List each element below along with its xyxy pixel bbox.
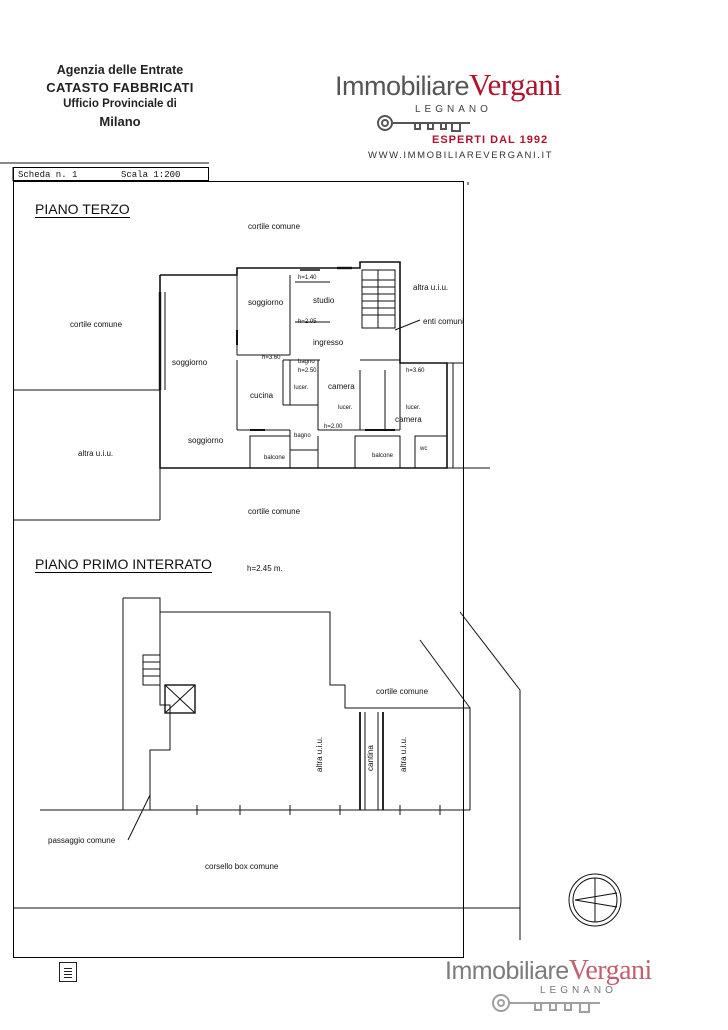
room-wc: wc [420, 446, 428, 452]
brand-logo-bottom [445, 955, 652, 987]
brand-bottom-part2: Vergani [568, 955, 652, 986]
height-200: h=2.00 [324, 424, 343, 430]
room-cucina: cucina [250, 391, 274, 400]
label-altra-right: altra u.i.u. [413, 283, 449, 292]
brand-logo-top [335, 67, 561, 103]
room-camera-1: camera [328, 382, 355, 391]
room-soggiorno-3: soggiorno [188, 436, 224, 445]
room-balcone-2: balcone [372, 453, 394, 459]
room-ingresso: ingresso [313, 338, 344, 347]
label-cortile-left: cortile comune [70, 320, 123, 329]
height-360-b: h=3.60 [406, 368, 425, 374]
height-250: h=2.50 [298, 368, 317, 374]
label-enti: enti comuni [423, 317, 464, 326]
room-balcone-1: balcone [264, 455, 286, 461]
brand-city: LEGNANO [415, 104, 492, 115]
brand-name-part1: Immobiliare [335, 71, 470, 101]
brand-bottom-part1: Immobiliare [445, 957, 569, 985]
scheda-box [13, 167, 209, 181]
plan-bottom-title: PIANO PRIMO INTERRATO [35, 556, 212, 572]
brand-bottom-city: LEGNANO [540, 985, 617, 996]
height-205: h=2.05 [298, 319, 317, 325]
agency-header [20, 62, 220, 130]
label-altra-lower-1: altra u.i.u. [315, 736, 324, 772]
room-bagno-1: bagno [298, 359, 315, 365]
agency-line-2: CATASTO FABBRICATI [46, 80, 194, 95]
room-camera-2: camera [395, 415, 422, 424]
height-140: h=1.40 [298, 275, 317, 281]
label-cantina: cantina [366, 745, 375, 771]
room-soggiorno-1: soggiorno [248, 298, 284, 307]
scheda-scale: Scala 1:200 [121, 170, 181, 180]
room-studio: studio [313, 296, 335, 305]
plan-bottom-height: h=2.45 m. [247, 564, 283, 573]
brand-name-part2: Vergani [469, 67, 562, 102]
brand-website: WWW.IMMOBILIAREVERGANI.IT [368, 150, 554, 161]
label-lucer-2: lucer. [338, 405, 353, 411]
document-icon[interactable] [59, 962, 77, 982]
label-altra-lower-2: altra u.i.u. [399, 736, 408, 772]
plan-top-title: PIANO TERZO [35, 201, 130, 217]
label-lucer-1: lucer. [294, 385, 309, 391]
label-cortile-lower: cortile comune [376, 687, 429, 696]
height-360-a: h=3.60 [262, 355, 281, 361]
room-bagno-2: bagno [294, 433, 311, 439]
label-altra-left: altra u.i.u. [78, 449, 114, 458]
label-corsello: corsello box comune [205, 862, 279, 871]
agency-line-3: Ufficio Provinciale di [63, 98, 177, 110]
north-arrow-icon [569, 874, 621, 926]
brand-tagline: ESPERTI DAL 1992 [432, 134, 549, 146]
agency-line-1: Agenzia delle Entrate [56, 63, 184, 77]
label-lucer-3: lucer. [406, 405, 421, 411]
label-passaggio: passaggio comune [48, 836, 116, 845]
scheda-number: Scheda n. 1 [18, 170, 78, 180]
room-soggiorno-2: soggiorno [172, 358, 208, 367]
label-cortile-top: cortile comune [248, 222, 301, 231]
label-cortile-bottom: cortile comune [248, 507, 301, 516]
agency-line-4: Milano [99, 114, 141, 129]
